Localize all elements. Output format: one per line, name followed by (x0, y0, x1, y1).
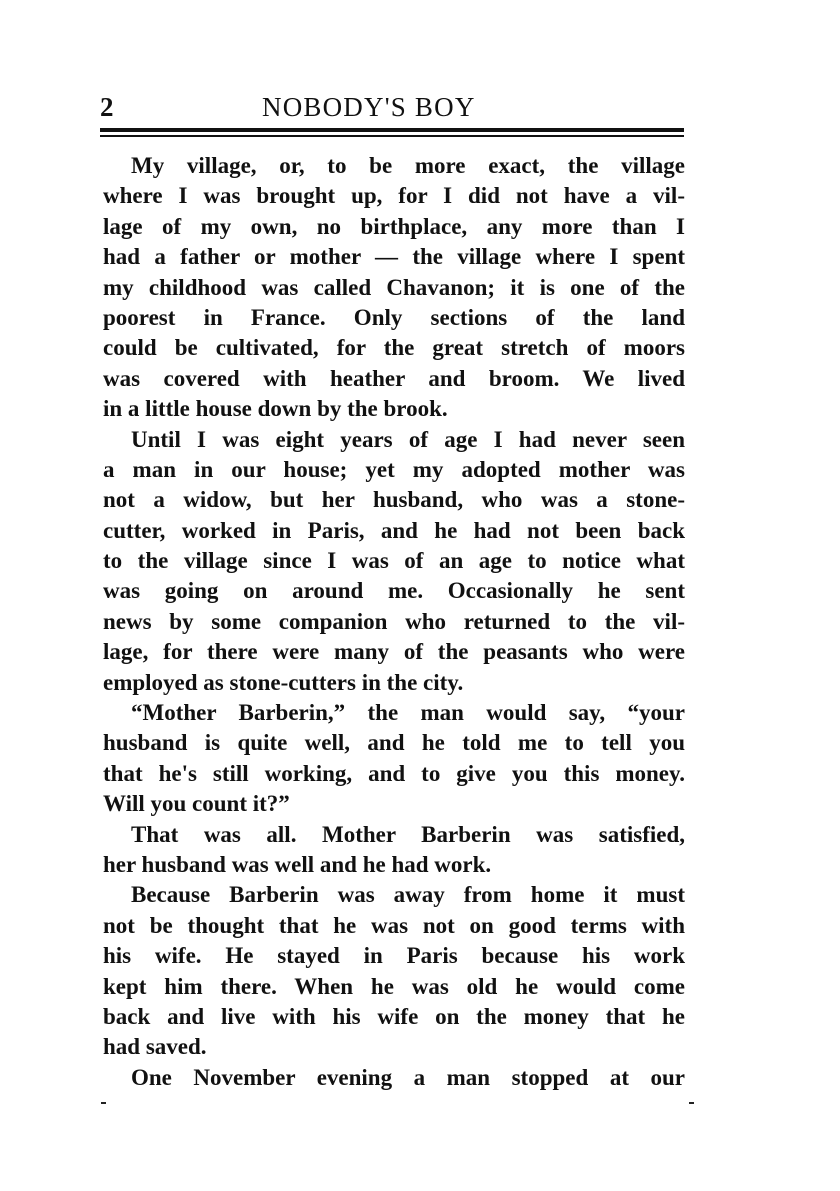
text-line: his wife. He stayed in Paris because his work (103, 943, 685, 969)
header-rule-thick (100, 128, 684, 132)
text-line: a man in our house; yet my adopted mother was (103, 456, 685, 482)
text-line: had saved. (103, 1034, 207, 1060)
text-line: lage of my own, no birthplace, any more than I (103, 213, 685, 239)
text-line: That was all. Mother Barberin was satisfied, (131, 821, 685, 847)
text-line: My village, or, to be more exact, the village (131, 153, 685, 178)
text-line: “Mother Barberin,” the man would say, “your (131, 700, 685, 726)
text-line: not be thought that he was not on good terms with (103, 912, 685, 938)
body-text (103, 151, 685, 1093)
text-line: kept him there. When he was old he would come (103, 973, 685, 999)
text-line: lage, for there were many of the peasants who were (103, 639, 685, 665)
running-head (100, 92, 685, 128)
book-title: NOBODY'S BOY (262, 92, 476, 122)
text-line: was going on around me. Occasionally he sent (103, 578, 685, 604)
text-line: cutter, worked in Paris, and he had not been back (103, 517, 685, 543)
text-line: Because Barberin was away from home it must (131, 882, 685, 908)
text-line: One November evening a man stopped at our (131, 1064, 685, 1090)
text-line: employed as stone-cutters in the city. (103, 669, 464, 695)
text-line: poorest in France. Only sections of the land (103, 304, 685, 330)
text-line: was covered with heather and broom. We lived (103, 365, 685, 391)
text-line: could be cultivated, for the great stretch of moors (103, 335, 685, 361)
scan-mark-left (101, 1102, 106, 1104)
text-line: to the village since I was of an age to notice what (103, 548, 685, 574)
scan-mark-right (689, 1102, 694, 1104)
page-number: 2 (100, 92, 114, 122)
text-line: husband is quite well, and he told me to tell you (103, 730, 685, 756)
text-line: where I was brought up, for I did not have a vil- (103, 183, 685, 209)
text-line: her husband was well and he had work. (103, 851, 492, 877)
text-line: Will you count it?” (103, 791, 290, 817)
text-line: that he's still working, and to give you this money. (103, 760, 685, 786)
text-line: not a widow, but her husband, who was a stone- (103, 487, 685, 513)
text-line: Until I was eight years of age I had never seen (131, 426, 685, 452)
text-line: back and live with his wife on the money that he (103, 1003, 685, 1029)
text-line: my childhood was called Chavanon; it is one of the (103, 274, 685, 300)
text-line: had a father or mother — the village where I spent (103, 244, 685, 270)
header-rule-thin (100, 135, 684, 137)
text-line: in a little house down by the brook. (103, 396, 448, 422)
text-line: news by some companion who returned to the vil- (103, 608, 685, 634)
